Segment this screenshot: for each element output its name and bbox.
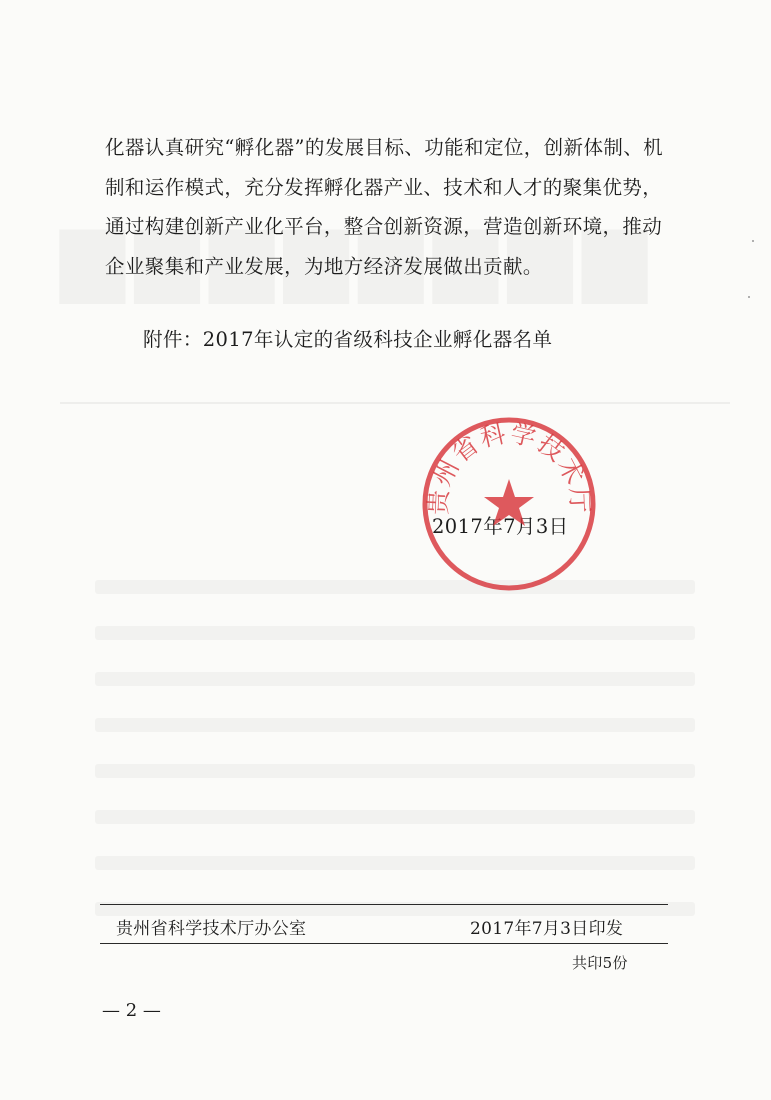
page-number: — 2 —: [102, 1000, 161, 1021]
signature-date: 2017年7月3日: [432, 515, 569, 538]
scan-speck: [748, 296, 750, 298]
body-line: 化器认真研究“孵化器”的发展目标、功能和定位，创新体制、机: [105, 136, 664, 159]
body-line: 通过构建创新产业化平台，整合创新资源，营造创新环境，推动: [105, 215, 663, 238]
footer-rule-bottom: [100, 943, 668, 944]
bleed-through-lines: [95, 580, 695, 948]
footer-rule-top: [100, 904, 668, 905]
body-line: 企业聚集和产业发展，为地方经济发展做出贡献。: [105, 254, 543, 278]
svg-text:贵州省科学技术厅: 贵州省科学技术厅: [423, 418, 595, 516]
bleed-through-rule: [60, 402, 730, 404]
body-line: 制和运作模式，充分发挥孵化器产业、技术和人才的聚集优势，: [105, 175, 663, 199]
footer-issue-date: 2017年7月3日印发: [470, 919, 624, 939]
official-seal: [418, 413, 600, 595]
attachment-line: 附件：2017年认定的省级科技企业孵化器名单: [143, 328, 553, 351]
footer-issuer: 贵州省科学技术厅办公室: [116, 919, 307, 939]
footer-copies: 共印5份: [572, 954, 628, 972]
body-paragraph: [105, 128, 695, 286]
scan-speck: [752, 240, 754, 242]
